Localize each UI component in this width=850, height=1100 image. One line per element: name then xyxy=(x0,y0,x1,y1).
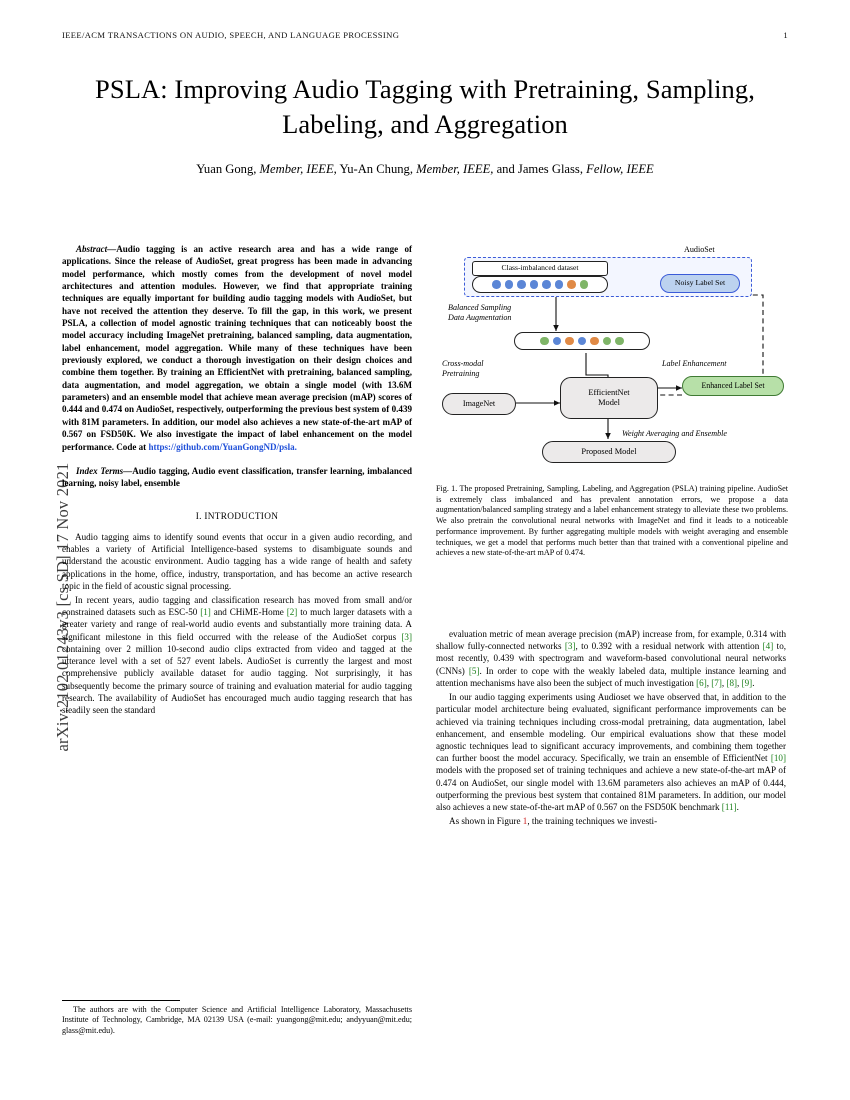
dot-blue xyxy=(505,280,514,289)
audioset-group-label: AudioSet xyxy=(684,245,715,254)
balanced-dots-row xyxy=(514,332,650,350)
balanced-sampling-label: Balanced Sampling Data Augmentation xyxy=(448,303,512,322)
cross-modal-pretraining-label: Cross-modal Pretraining xyxy=(442,359,484,378)
paragraph: In recent years, audio tagging and classification research has moved from small and/or constrained datasets such as ESC-50 [1] and CHiME-Home [2] to much larger datasets with a greater variety and range of real-world audio events and substantially more training data. A significant milestone in this field occurred with the release of the AudioSet corpus [3] containing over 2 million 10-second audio clips extracted from video and tagged at the utterance level with a set of 527 event labels. AudioSet is currently the largest and most comprehensive publicly available dataset for audio tagging. Not surprisingly, it has subsequently become the primary source of training and evaluation material for audio tagging research. The availability of AudioSet has encouraged much audio tagging research that has steadily seen the standard xyxy=(62,595,412,715)
figure-caption-label: Fig. 1. xyxy=(436,484,458,493)
dot-green xyxy=(615,337,624,346)
label-enhancement-label: Label Enhancement xyxy=(662,359,727,368)
dot-orange xyxy=(567,280,576,289)
abstract-label: Abstract xyxy=(76,244,108,254)
column-right xyxy=(436,628,786,828)
enhanced-label-set-node xyxy=(682,376,784,396)
dot-blue xyxy=(517,280,526,289)
author-footnote xyxy=(62,1000,412,1037)
figure-caption xyxy=(436,484,788,559)
noisy-label-set-node xyxy=(660,274,740,293)
noisy-label-set-label: Noisy Label Set xyxy=(674,278,726,288)
section-heading-introduction: I. INTRODUCTION xyxy=(195,512,279,523)
running-header xyxy=(62,30,788,40)
dot-green xyxy=(603,337,612,346)
dot-orange xyxy=(590,337,599,346)
dot-orange xyxy=(565,337,574,346)
paragraph: In our audio tagging experiments using Audioset we have observed that, in addition to the particular model architecture being evaluated, significant performance improvements can be achieved via training techniques including cross-modal pretraining, data augmentation, label enhancement, and ensemble modeling. Our empirical evaluations show that these model agnostic techniques lead to significant accuracy improvements, and combining them together can further boost the model accuracy. Specifically, we train an ensemble of EfficientNet [10] models with the proposed set of training techniques and achieve a new state-of-the-art mAP of 0.474 on AudioSet, our single model with 13.6M parameters also achieves an mAP of 0.444, outperforming the previous best system that contained 81M parameters. In addition, our model also achieves a new state-of-the-art mAP of 0.567 on the FSD50K benchmark [11]. xyxy=(436,692,786,813)
journal-name: IEEE/ACM TRANSACTIONS ON AUDIO, SPEECH, AND LANGUAGE PROCESSING xyxy=(62,30,400,40)
dot-blue xyxy=(542,280,551,289)
efficientnet-label: EfficientNet Model xyxy=(588,388,630,407)
footnote-rule xyxy=(62,1000,180,1001)
proposed-model-label: Proposed Model xyxy=(581,447,637,457)
dot-green xyxy=(540,337,549,346)
page-title: PSLA: Improving Audio Tagging with Pretraining, Sampling, Labeling, and Aggregation xyxy=(95,74,755,139)
figure-1 xyxy=(436,243,788,559)
abstract xyxy=(62,243,412,453)
page-number: 1 xyxy=(783,30,788,40)
paragraph: As shown in Figure 1, the training techniques we investi- xyxy=(449,816,658,827)
column-left xyxy=(62,243,412,716)
imbalanced-dots-row xyxy=(472,276,608,293)
author-list: Yuan Gong, Member, IEEE, Yu-An Chung, Member, IEEE, and James Glass, Fellow, IEEE xyxy=(196,161,654,176)
index-terms-text: —Audio tagging, Audio event classification, transfer learning, imbalanced learning, noisy label, ensemble xyxy=(62,465,412,489)
dot-green xyxy=(580,280,589,289)
weight-averaging-label: Weight Averaging and Ensemble xyxy=(622,429,727,438)
dot-blue xyxy=(553,337,562,346)
dot-blue xyxy=(555,280,564,289)
title-block xyxy=(62,72,788,177)
imagenet-node xyxy=(442,393,516,415)
index-terms xyxy=(62,465,412,490)
enhanced-label-set-label: Enhanced Label Set xyxy=(701,381,765,391)
footnote-text: The authors are with the Computer Science and Artificial Intelligence Laboratory, Massachusetts Institute of Technology, Cambridge, MA 02139 USA (e-mail: yuangong@mit.edu; andyyuan@mit.edu; glass@mit.edu). xyxy=(62,1004,412,1035)
paragraph: evaluation metric of mean average precision (mAP) increase from, for example, 0.314 with shallow fully-connected networks [3], to 0.392 with a residual network with attention [4] to, most recently, 0.439 with spectrogram and waveform-based convolutional neural networks (CNNs) [5]. In order to cope with the weakly labeled data, multiple instance learning and attention mechanisms have also been the subject of much investigation [6], [7], [8], [9]. xyxy=(436,629,787,688)
imagenet-label: ImageNet xyxy=(462,399,496,409)
dot-blue xyxy=(578,337,587,346)
efficientnet-model-node xyxy=(560,377,658,419)
class-imbalanced-dataset-node xyxy=(472,261,608,276)
abstract-text: —Audio tagging is an active research area and has a wide range of applications. Since the release of AudioSet, great progress has been made in advancing model performance, which mostly comes from the development of novel model architectures and attention modules. However, we find that appropriate training techniques are equally important for building audio tagging models with AudioSet, but have not received the attention they deserve. To fill the gap, in this work, we present PSLA, a collection of model agnostic training techniques that can noticeably boost the model accuracy including ImageNet pretraining, balanced sampling, data augmentation, label enhancement, model aggregation. While many of these techniques have been previously explored, we conduct a thorough investigation on their design choices and combine them together. By training an EfficientNet with pretraining, balanced sampling, data augmentation, and model aggregation, we obtain a single model (with 13.6M parameters) and an ensemble model that achieve mean average precision (mAP) scores of 0.444 and 0.474 on AudioSet, respectively, outperforming the previous best system of 0.439 with 81M parameters. In addition, our model also achieves a new state-of-the-art mAP of 0.567 on FSD50K. We also investigate the impact of label enhancement on the model performance. Code at xyxy=(62,244,412,452)
index-terms-label: Index Terms xyxy=(76,465,124,476)
figure-caption-text: The proposed Pretraining, Sampling, Labeling, and Aggregation (PSLA) training pipeline. AudioSet is extremely class imbalanced and has prevalent annotation errors, we propose a data augmentation/balanced sampling strategy and a label enhancement strategy to alleviate these two problems. We also pretrain the convolutional neural networks with ImageNet and find it leads to a noticeable performance improvement. By further aggregating multiple models with weight averaging and ensemble techniques, we get a model that performs much better than that trained with a conventional pipeline and achieves a new state-of-the-art mAP of 0.474. xyxy=(436,484,788,558)
class-imbalanced-label: Class-imbalanced dataset xyxy=(501,263,579,273)
figure-diagram xyxy=(436,243,788,475)
arxiv-stamp: arXiv:2102.01243v3 [cs.SD] 17 Nov 2021 xyxy=(53,462,72,752)
dot-blue xyxy=(530,280,539,289)
code-link[interactable]: https://github.com/YuanGongND/psla. xyxy=(148,441,297,452)
paragraph: Audio tagging aims to identify sound events that occur in a given audio recording, and enables a variety of Artificial Intelligence-based systems to disambiguate sounds and understand the acoustic environment. Audio tagging has a wide range of health and safety applications in the home, office, industry, transportation, and has become an active research topic in the field of acoustic signal processing. xyxy=(62,531,412,591)
proposed-model-node xyxy=(542,441,676,463)
dot-blue xyxy=(492,280,501,289)
